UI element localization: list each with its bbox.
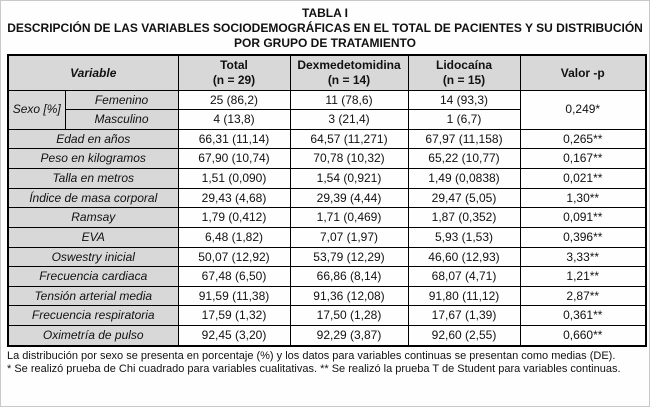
p-value-cell: 1,30** xyxy=(520,188,646,208)
p-value-cell: 0,021** xyxy=(520,169,646,189)
header-row xyxy=(8,55,646,90)
table-row xyxy=(8,208,646,228)
sociodemographic-table xyxy=(7,54,647,346)
variable-cell: Oswestry inicial xyxy=(8,247,178,267)
value-cell-total: 67,90 (10,74) xyxy=(178,149,290,169)
value-cell-lidocaina: 5,93 (1,53) xyxy=(408,227,520,247)
column-header-total-n: (n = 29) xyxy=(212,72,256,87)
value-cell-dexmedetomidina: 92,29 (3,87) xyxy=(290,326,408,346)
value-cell-total: 17,59 (1,32) xyxy=(178,306,290,326)
value-cell-total: 66,31 (11,14) xyxy=(178,129,290,149)
footnote-distribution: La distribución por sexo se presenta en porcentaje (%) y los datos para variables continuas se presentan como medias (DE). xyxy=(7,349,616,362)
p-value-cell: 0,396** xyxy=(520,227,646,247)
value-cell-total: 29,43 (4,68) xyxy=(178,188,290,208)
variable-cell-femenino: Femenino xyxy=(65,90,178,110)
value-cell-total: 6,48 (1,82) xyxy=(178,227,290,247)
variable-cell: EVA xyxy=(8,227,178,247)
variable-cell: Índice de masa corporal xyxy=(8,188,178,208)
value-cell-total: 1,79 (0,412) xyxy=(178,208,290,228)
value-cell-total: 67,48 (6,50) xyxy=(178,267,290,287)
p-value-cell: 0,091** xyxy=(520,208,646,228)
table-row xyxy=(8,149,646,169)
value-cell-lidocaina: 68,07 (4,71) xyxy=(408,267,520,287)
column-header-variable: Variable xyxy=(8,55,178,90)
value-cell-lidocaina: 17,67 (1,39) xyxy=(408,306,520,326)
value-cell-lidocaina: 1 (6,7) xyxy=(408,110,520,130)
footnotes xyxy=(7,350,647,378)
variable-cell: Frecuencia cardiaca xyxy=(8,267,178,287)
value-cell-dexmedetomidina: 1,54 (0,921) xyxy=(290,169,408,189)
p-value-cell: 1,21** xyxy=(520,267,646,287)
p-value-cell: 0,249* xyxy=(520,90,646,129)
variable-cell: Oximetría de pulso xyxy=(8,326,178,346)
table-row xyxy=(8,247,646,267)
value-cell-dexmedetomidina: 53,79 (12,29) xyxy=(290,247,408,267)
variable-cell: Peso en kilogramos xyxy=(8,149,178,169)
p-value-cell: 0,265** xyxy=(520,129,646,149)
variable-cell: Frecuencia respiratoria xyxy=(8,306,178,326)
value-cell-dexmedetomidina: 1,71 (0,469) xyxy=(290,208,408,228)
value-cell-dexmedetomidina: 29,39 (4,44) xyxy=(290,188,408,208)
value-cell-dexmedetomidina: 64,57 (11,271) xyxy=(290,129,408,149)
value-cell-lidocaina: 67,97 (11,158) xyxy=(408,129,520,149)
column-header-lidocaina-label: Lidocaína xyxy=(435,58,492,73)
value-cell-lidocaina: 91,80 (11,12) xyxy=(408,286,520,306)
value-cell-lidocaina: 46,60 (12,93) xyxy=(408,247,520,267)
value-cell-lidocaina: 92,60 (2,55) xyxy=(408,326,520,346)
p-value-cell: 2,87** xyxy=(520,286,646,306)
table-row-sexo-femenino xyxy=(8,90,646,110)
p-value-cell: 3,33** xyxy=(520,247,646,267)
value-cell-dexmedetomidina: 7,07 (1,97) xyxy=(290,227,408,247)
column-header-lidocaina-n: (n = 15) xyxy=(442,72,486,87)
variable-cell: Edad en años xyxy=(8,129,178,149)
value-cell-dexmedetomidina: 11 (78,6) xyxy=(290,90,408,110)
value-cell-dexmedetomidina: 66,86 (8,14) xyxy=(290,267,408,287)
value-cell-lidocaina: 1,87 (0,352) xyxy=(408,208,520,228)
table-title: TABLA I xyxy=(302,6,348,20)
column-header-total-label: Total xyxy=(220,58,248,73)
variable-cell-sexo: Sexo [%] xyxy=(8,90,65,129)
value-cell-lidocaina: 1,49 (0,0838) xyxy=(408,169,520,189)
variable-cell-masculino: Masculino xyxy=(65,110,178,130)
value-cell-dexmedetomidina: 3 (21,4) xyxy=(290,110,408,130)
value-cell-dexmedetomidina: 70,78 (10,32) xyxy=(290,149,408,169)
value-cell-total: 25 (86,2) xyxy=(178,90,290,110)
variable-cell: Tensión arterial media xyxy=(8,286,178,306)
table-subtitle: DESCRIPCIÓN DE LAS VARIABLES SOCIODEMOGRÁFICAS EN EL TOTAL DE PACIENTES Y SU DISTRIBUCIÓN POR GRUPO DE TRATAMIENTO xyxy=(7,21,643,50)
column-header-pvalue: Valor -p xyxy=(520,55,646,90)
column-header-dexmedetomidina-label: Dexmedetomidina xyxy=(297,58,401,73)
value-cell-total: 92,45 (3,20) xyxy=(178,326,290,346)
table-row xyxy=(8,326,646,346)
value-cell-total: 91,59 (11,38) xyxy=(178,286,290,306)
table-row xyxy=(8,227,646,247)
p-value-cell: 0,660** xyxy=(520,326,646,346)
variable-cell: Talla en metros xyxy=(8,169,178,189)
p-value-cell: 0,361** xyxy=(520,306,646,326)
column-header-dexmedetomidina-n: (n = 14) xyxy=(327,72,371,87)
table-row xyxy=(8,129,646,149)
variable-cell: Ramsay xyxy=(8,208,178,228)
value-cell-lidocaina: 14 (93,3) xyxy=(408,90,520,110)
footnote-tests: * Se realizó prueba de Chi cuadrado para variables cualitativas. ** Se realizó la prueba T de Student para variables continuas. xyxy=(7,363,621,376)
table-row xyxy=(8,286,646,306)
table-row xyxy=(8,306,646,326)
value-cell-dexmedetomidina: 91,36 (12,08) xyxy=(290,286,408,306)
value-cell-lidocaina: 29,47 (5,05) xyxy=(408,188,520,208)
value-cell-total: 4 (13,8) xyxy=(178,110,290,130)
column-header-lidocaina xyxy=(408,55,520,90)
column-header-total xyxy=(178,55,290,90)
table-row xyxy=(8,188,646,208)
table-row xyxy=(8,169,646,189)
value-cell-total: 1,51 (0,090) xyxy=(178,169,290,189)
column-header-dexmedetomidina xyxy=(290,55,408,90)
value-cell-lidocaina: 65,22 (10,77) xyxy=(408,149,520,169)
value-cell-dexmedetomidina: 17,50 (1,28) xyxy=(290,306,408,326)
table-row xyxy=(8,267,646,287)
value-cell-total: 50,07 (12,92) xyxy=(178,247,290,267)
p-value-cell: 0,167** xyxy=(520,149,646,169)
